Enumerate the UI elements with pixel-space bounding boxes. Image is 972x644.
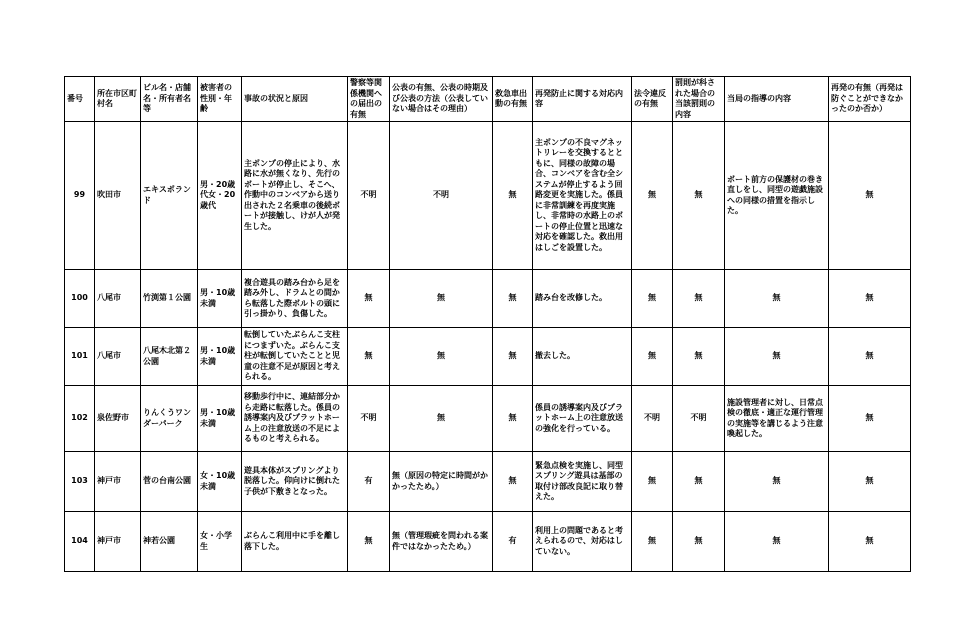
cell-city: 泉佐野市	[95, 386, 141, 452]
cell-police: 不明	[348, 122, 390, 270]
cell-violation: 無	[632, 270, 673, 328]
cell-prevention: 利用上の問題であると考えられるので、対応はしていない。	[533, 512, 632, 572]
cell-situation: 遊具本体がスプリングより脱落した。仰向けに倒れた子供が下敷きとなった。	[242, 452, 348, 512]
cell-police: 不明	[348, 386, 390, 452]
cell-building: 八尾木北第２公園	[141, 328, 198, 386]
cell-violation: 無	[632, 122, 673, 270]
header-city: 所在市区町村名	[95, 77, 141, 122]
cell-penalty: 無	[673, 122, 725, 270]
cell-recurrence: 無	[829, 452, 911, 512]
cell-city: 神戸市	[95, 512, 141, 572]
cell-no: 104	[65, 512, 95, 572]
cell-ambulance: 有	[493, 512, 533, 572]
header-violation: 法令違反の有無	[632, 77, 673, 122]
cell-victim: 男・20歳代女・20歳代	[198, 122, 242, 270]
cell-penalty: 無	[673, 270, 725, 328]
cell-recurrence: 無	[829, 386, 911, 452]
cell-city: 吹田市	[95, 122, 141, 270]
cell-victim: 女・小学生	[198, 512, 242, 572]
header-ambulance: 救急車出動の有無	[493, 77, 533, 122]
cell-guidance: 無	[725, 452, 829, 512]
cell-penalty: 不明	[673, 386, 725, 452]
cell-ambulance: 無	[493, 328, 533, 386]
header-police: 警察等関係機関への届出の有無	[348, 77, 390, 122]
cell-publication: 無	[390, 328, 493, 386]
cell-ambulance: 無	[493, 386, 533, 452]
cell-publication: 無	[390, 270, 493, 328]
cell-situation: 移動歩行中に、連結部分から走路に転落した。係員の誘導案内及びプラットホーム上の注意放送の不足によるものと考えられる。	[242, 386, 348, 452]
cell-situation: 主ポンプの停止により、水路に水が無くなり、先行のボートが停止し、そこへ、作動中のコンベアから送り出された２名乗車の後続ボートが接触し、けが人が発生した。	[242, 122, 348, 270]
incident-table	[64, 76, 911, 572]
cell-building: 竹渕第１公園	[141, 270, 198, 328]
cell-publication: 無	[390, 386, 493, 452]
header-publication: 公表の有無、公表の時期及び公表の方法（公表していない場合はその理由）	[390, 77, 493, 122]
cell-recurrence: 無	[829, 122, 911, 270]
table-row	[65, 328, 911, 386]
cell-no: 101	[65, 328, 95, 386]
header-recurrence: 再発の有無（再発は防ぐことができなかったのか否か）	[829, 77, 911, 122]
header-guidance: 当局の指導の内容	[725, 77, 829, 122]
cell-recurrence: 無	[829, 328, 911, 386]
cell-violation: 無	[632, 452, 673, 512]
cell-building: りんくうワンダーパーク	[141, 386, 198, 452]
cell-victim: 女・10歳未満	[198, 452, 242, 512]
cell-no: 100	[65, 270, 95, 328]
header-penalty: 罰則が科された場合の当該罰則の内容	[673, 77, 725, 122]
cell-ambulance: 無	[493, 452, 533, 512]
cell-building: 神若公園	[141, 512, 198, 572]
cell-victim: 男・10歳未満	[198, 386, 242, 452]
header-row	[65, 77, 911, 122]
cell-no: 103	[65, 452, 95, 512]
cell-situation: 転倒していたぶらんこ支柱につまずいた。ぶらんこ支柱が転倒していたことと児童の注意不足が原因と考えられる。	[242, 328, 348, 386]
cell-police: 無	[348, 512, 390, 572]
cell-city: 八尾市	[95, 328, 141, 386]
cell-police: 無	[348, 270, 390, 328]
table-row	[65, 512, 911, 572]
cell-victim: 男・10歳未満	[198, 328, 242, 386]
cell-penalty: 無	[673, 328, 725, 386]
cell-no: 99	[65, 122, 95, 270]
cell-recurrence: 無	[829, 512, 911, 572]
cell-violation: 不明	[632, 386, 673, 452]
cell-police: 無	[348, 328, 390, 386]
cell-publication: 不明	[390, 122, 493, 270]
cell-guidance: 施設管理者に対し、日常点検の徹底・適正な運行管理の実施等を講じるよう注意喚起した。	[725, 386, 829, 452]
cell-recurrence: 無	[829, 270, 911, 328]
cell-publication: 無（原因の特定に時間がかかったため。）	[390, 452, 493, 512]
cell-ambulance: 無	[493, 122, 533, 270]
cell-city: 神戸市	[95, 452, 141, 512]
header-victim: 被害者の性別・年齢	[198, 77, 242, 122]
cell-police: 有	[348, 452, 390, 512]
cell-guidance: ボート前方の保護材の巻き直しをし、同型の遊戯施設への同様の措置を指示した。	[725, 122, 829, 270]
header-prevention: 再発防止に関する対応内容	[533, 77, 632, 122]
table-row	[65, 452, 911, 512]
cell-prevention: 撤去した。	[533, 328, 632, 386]
header-situation: 事故の状況と原因	[242, 77, 348, 122]
header-building: ビル名・店舗名・所有者名等	[141, 77, 198, 122]
cell-ambulance: 無	[493, 270, 533, 328]
table-row	[65, 122, 911, 270]
cell-guidance: 無	[725, 328, 829, 386]
cell-guidance: 無	[725, 512, 829, 572]
cell-guidance: 無	[725, 270, 829, 328]
cell-penalty: 無	[673, 452, 725, 512]
cell-penalty: 無	[673, 512, 725, 572]
cell-violation: 無	[632, 512, 673, 572]
cell-prevention: 緊急点検を実施し、同型スプリング遊具は基部の取付け部改良記に取り替えた。	[533, 452, 632, 512]
table-row	[65, 386, 911, 452]
cell-building: 菅の台南公園	[141, 452, 198, 512]
cell-city: 八尾市	[95, 270, 141, 328]
cell-violation: 無	[632, 328, 673, 386]
cell-publication: 無（管理瑕疵を問われる案件ではなかったため。）	[390, 512, 493, 572]
header-no: 番号	[65, 77, 95, 122]
cell-prevention: 踏み台を改修した。	[533, 270, 632, 328]
table-row	[65, 270, 911, 328]
cell-building: エキスポランド	[141, 122, 198, 270]
cell-situation: 複合遊具の踏み台から足を踏み外し、ドラムとの間から転落した際ボルトの頭に引っ掛かり、負傷した。	[242, 270, 348, 328]
cell-prevention: 係員の誘導案内及びプラットホーム上の注意放送の強化を行っている。	[533, 386, 632, 452]
cell-no: 102	[65, 386, 95, 452]
cell-victim: 男・10歳未満	[198, 270, 242, 328]
cell-situation: ぶらんこ利用中に手を離し落下した。	[242, 512, 348, 572]
cell-prevention: 主ポンプの不良マグネットリレーを交換するとともに、同様の故障の場合、コンベアを含む全システムが停止するよう回路変更を実施した。係員に非常訓練を再度実施し、非常時の水路上のボートの停止位置と迅速な対応を確認した。救出用はしごを設置した。	[533, 122, 632, 270]
